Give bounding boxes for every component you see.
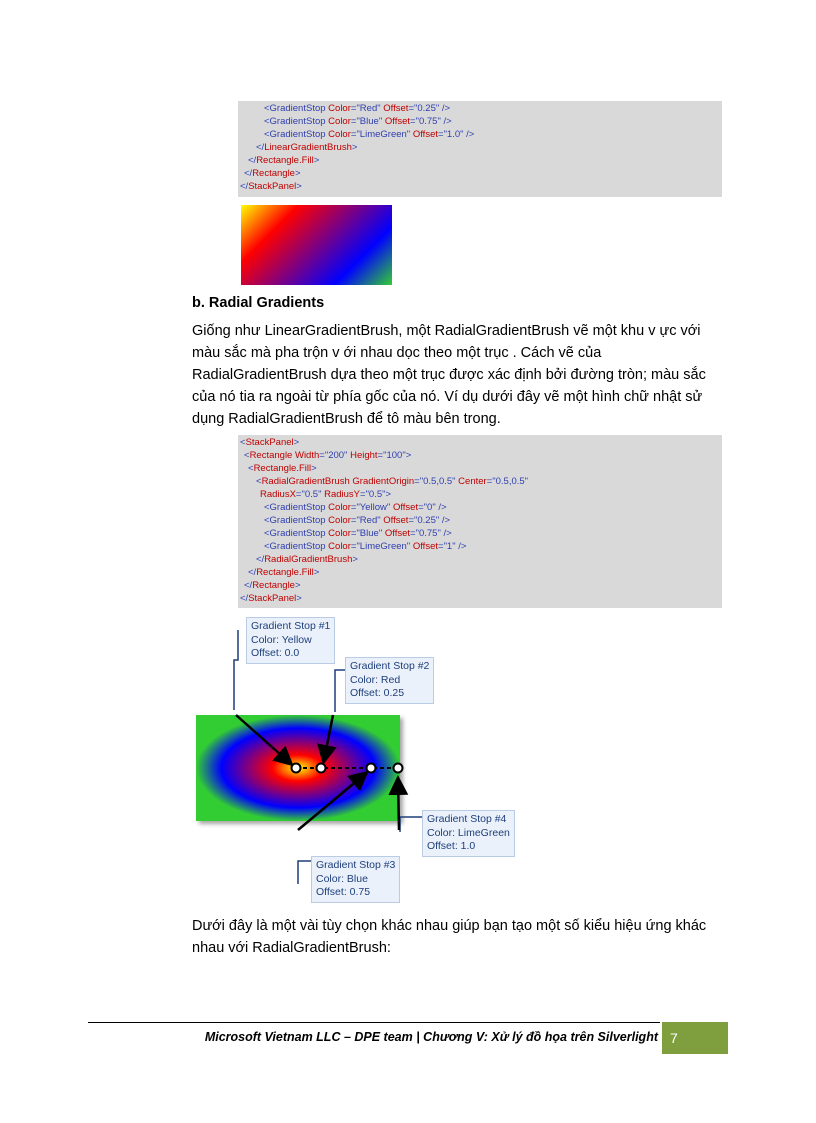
callout-title: Gradient Stop #4 xyxy=(427,813,507,825)
paragraph-line: nhau với RadialGradientBrush: xyxy=(192,940,391,956)
code-token: Offset xyxy=(392,502,419,513)
code-token: "0.25" xyxy=(414,515,440,526)
stop-marker-2 xyxy=(317,764,326,773)
callout-offset: Offset: 0.0 xyxy=(251,647,300,659)
code-token: = xyxy=(486,476,493,487)
code-token: > xyxy=(293,437,300,448)
code-token: > xyxy=(296,593,302,604)
code-token: /> xyxy=(463,129,475,140)
code-token: Color xyxy=(328,502,351,513)
code-block-1 xyxy=(238,101,722,197)
intro-paragraph xyxy=(192,320,732,430)
arrow-stop-1 xyxy=(236,715,290,763)
code-line xyxy=(238,501,722,514)
code-token: "Yellow" xyxy=(356,502,391,513)
code-token: RadiusX xyxy=(260,489,296,500)
code-lines xyxy=(238,102,722,193)
code-line xyxy=(238,141,722,154)
code-token: Rectangle.Fill xyxy=(253,463,312,474)
code-token: Color xyxy=(328,541,351,552)
code-token: = xyxy=(295,489,302,500)
code-token: < xyxy=(240,437,246,448)
code-line xyxy=(238,167,722,180)
code-line xyxy=(238,475,722,488)
code-token: /> xyxy=(439,103,451,114)
callout-color: Color: Yellow xyxy=(251,633,312,646)
code-token: /> xyxy=(439,515,451,526)
code-token: Offset xyxy=(384,528,411,539)
code-token: Color xyxy=(328,515,351,526)
code-token: /> xyxy=(455,541,467,552)
callout-stop-3 xyxy=(311,856,400,903)
code-line xyxy=(238,514,722,527)
code-line xyxy=(238,553,722,566)
code-token: "0.25" xyxy=(414,103,440,114)
page-number: 7 xyxy=(662,1022,728,1054)
code-token: </ xyxy=(240,181,249,192)
code-token: "1" xyxy=(443,541,456,552)
code-token: Rectangle Width xyxy=(249,450,320,461)
code-token: Rectangle.Fill xyxy=(256,155,314,166)
code-line xyxy=(238,540,722,553)
code-token: </ xyxy=(244,580,253,591)
code-token: "0" xyxy=(423,502,436,513)
paragraph-line: Dưới đây là một vài tùy chọn khác nhau giúp bạn tạo một số kiểu hiệu ứng khác xyxy=(192,918,707,934)
callout-title: Gradient Stop #3 xyxy=(316,859,396,871)
code-line xyxy=(238,488,722,501)
code-token: > xyxy=(311,463,317,474)
code-token: <GradientStop xyxy=(264,541,329,552)
code-token: > xyxy=(385,489,392,500)
code-token: "Blue" xyxy=(356,116,383,127)
callout-stop-2 xyxy=(345,657,434,704)
callout-bracket-1 xyxy=(234,630,238,710)
footer-text: Microsoft Vietnam LLC – DPE team | Chương V: Xử lý đồ họa trên Silverlight xyxy=(204,1030,658,1044)
callout-bracket-3 xyxy=(298,861,312,884)
radial-gradient-diagram xyxy=(190,612,530,907)
code-token: StackPanel xyxy=(248,181,297,192)
stop-marker-3 xyxy=(367,764,376,773)
callout-offset: Offset: 0.25 xyxy=(350,687,405,699)
paragraph-line: Giống như LinearGradientBrush, một RadialGradientBrush vẽ một khu v ực với xyxy=(192,323,701,339)
code-token: RadialGradientBrush GradientOrigin xyxy=(261,476,415,487)
code-token: "0.5" xyxy=(301,489,322,500)
code-line xyxy=(238,592,722,605)
code-token: = xyxy=(418,502,424,513)
code-token: = xyxy=(377,450,384,461)
code-token: "Red" xyxy=(356,515,381,526)
code-token: > xyxy=(313,567,320,578)
code-token: > xyxy=(352,554,358,565)
code-token: > xyxy=(294,580,301,591)
code-token: RadiusY xyxy=(324,489,360,500)
code-token: "LimeGreen" xyxy=(356,129,411,140)
code-token: StackPanel xyxy=(245,437,294,448)
code-line xyxy=(238,579,722,592)
code-block-2 xyxy=(238,435,722,608)
code-token: <GradientStop xyxy=(264,515,329,526)
footer-rule xyxy=(88,1022,660,1023)
code-token: "0.5,0.5" xyxy=(419,476,456,487)
code-token: Offset xyxy=(383,515,409,526)
code-token: "Blue" xyxy=(356,528,383,539)
code-token: <GradientStop xyxy=(264,116,329,127)
code-token: > xyxy=(296,181,302,192)
callout-color: Color: LimeGreen xyxy=(427,826,510,839)
code-line xyxy=(238,462,722,475)
code-line xyxy=(238,115,722,128)
code-token: "200" xyxy=(324,450,348,461)
code-token: Color xyxy=(328,116,351,127)
code-line xyxy=(238,527,722,540)
code-token: Rectangle.Fill xyxy=(256,567,314,578)
paragraph-line: của nó tia ra ngoài từ phía gốc của nó. Ví dụ dưới đây vẽ một hình chữ nhật sử xyxy=(192,389,703,405)
arrow-stop-4 xyxy=(398,780,399,830)
code-token: = xyxy=(408,515,414,526)
code-token: > xyxy=(405,450,412,461)
code-line xyxy=(238,154,722,167)
code-token: </ xyxy=(248,155,257,166)
callout-color: Color: Red xyxy=(350,673,401,686)
code-token: Height xyxy=(350,450,378,461)
closing-paragraph xyxy=(192,915,732,959)
code-token: < xyxy=(244,450,250,461)
code-token: /> xyxy=(440,528,452,539)
callout-color: Color: Blue xyxy=(316,872,368,885)
code-token: = xyxy=(319,450,325,461)
code-token: </ xyxy=(244,168,253,179)
linear-gradient-preview xyxy=(241,205,392,285)
code-token: = xyxy=(360,489,366,500)
code-token: /> xyxy=(440,116,452,127)
code-token: </ xyxy=(240,593,249,604)
code-token: /> xyxy=(435,502,447,513)
code-token: = xyxy=(350,502,357,513)
code-token: Rectangle xyxy=(252,580,295,591)
code-token: < xyxy=(256,476,262,487)
callout-title: Gradient Stop #2 xyxy=(350,660,430,672)
code-token: RadialGradientBrush xyxy=(264,554,353,565)
code-token: "0.5" xyxy=(365,489,386,500)
callout-offset: Offset: 1.0 xyxy=(427,840,476,852)
stop-marker-1 xyxy=(292,764,301,773)
callout-stop-4 xyxy=(422,810,515,857)
callout-offset: Offset: 0.75 xyxy=(316,886,371,898)
code-token: </ xyxy=(256,142,265,153)
code-token: = xyxy=(438,541,444,552)
code-token: <GradientStop xyxy=(264,502,329,513)
code-line xyxy=(238,102,722,115)
code-token: <GradientStop xyxy=(264,129,329,140)
code-token: "1.0" xyxy=(443,129,464,140)
code-token: </ xyxy=(248,567,257,578)
code-token: = xyxy=(350,515,357,526)
code-line xyxy=(238,566,722,579)
code-token: "0.75" xyxy=(415,528,441,539)
stop-marker-4 xyxy=(394,764,403,773)
code-token: = xyxy=(438,129,444,140)
paragraph-line: RadialGradientBrush dựa theo một trục được xác định bởi đường tròn; màu sắc xyxy=(192,367,706,383)
code-token: Color xyxy=(328,528,351,539)
code-token: > xyxy=(313,155,320,166)
code-token: Offset xyxy=(384,116,411,127)
section-heading: b. Radial Gradients xyxy=(192,295,325,311)
code-token: = xyxy=(350,116,357,127)
code-token: </ xyxy=(256,554,265,565)
code-token: < xyxy=(248,463,254,474)
code-token: Color xyxy=(328,129,351,140)
arrow-stop-2 xyxy=(324,715,333,760)
callout-bracket-4 xyxy=(400,817,422,832)
code-token: Offset xyxy=(412,541,438,552)
code-token: = xyxy=(414,476,420,487)
code-line xyxy=(238,436,722,449)
code-token: Center xyxy=(458,476,487,487)
code-line xyxy=(238,180,722,193)
callout-title: Gradient Stop #1 xyxy=(251,620,331,632)
arrow-stop-3 xyxy=(298,774,365,830)
code-token: <GradientStop xyxy=(264,528,329,539)
code-token: "0.5,0.5" xyxy=(492,476,529,487)
code-line xyxy=(238,128,722,141)
code-token: = xyxy=(410,528,416,539)
code-token: Rectangle xyxy=(252,168,295,179)
code-token: "Red" xyxy=(356,103,381,114)
code-token: = xyxy=(350,541,357,552)
paragraph-line: dụng RadialGradientBrush để tô màu bên trong. xyxy=(192,411,501,427)
code-token: "LimeGreen" xyxy=(356,541,411,552)
paragraph-line: màu sắc mà pha trộn v ới nhau dọc theo một trục . Cách vẽ của xyxy=(192,345,602,361)
code-token: = xyxy=(350,528,357,539)
code-token: "0.75" xyxy=(415,116,441,127)
code-token: = xyxy=(350,103,357,114)
code-token: Offset xyxy=(412,129,438,140)
code-token: Offset xyxy=(383,103,409,114)
code-token: "100" xyxy=(383,450,406,461)
code-token: StackPanel xyxy=(248,593,297,604)
code-token: = xyxy=(350,129,357,140)
code-token: > xyxy=(294,168,301,179)
code-line xyxy=(238,449,722,462)
code-token: Color xyxy=(328,103,351,114)
code-token: > xyxy=(351,142,358,153)
code-token: LinearGradientBrush xyxy=(264,142,352,153)
code-token: <GradientStop xyxy=(264,103,329,114)
code-token: = xyxy=(408,103,414,114)
code-token: = xyxy=(410,116,416,127)
code-lines xyxy=(238,436,722,605)
callout-stop-1 xyxy=(246,617,335,664)
